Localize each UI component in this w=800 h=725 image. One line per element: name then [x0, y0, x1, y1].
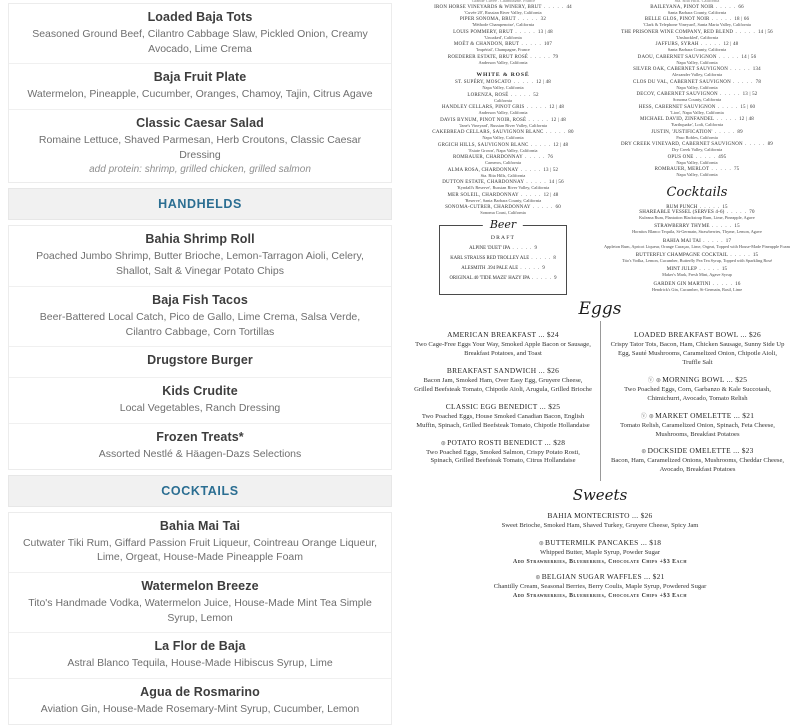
- wine-origin: Anderson Valley, California: [478, 110, 528, 115]
- dietary-badge-icon: ⊛: [535, 574, 541, 581]
- item-price: 12 | 48: [536, 80, 551, 85]
- item-name: GARDEN GIN MARTINI . . .: [653, 282, 735, 287]
- cocktail-item: [604, 253, 790, 263]
- item-price: 44: [566, 4, 572, 10]
- item-name: ROMBAUER, MERLOT . . .: [655, 167, 734, 172]
- menu-item: [9, 423, 391, 469]
- menu-item: [9, 572, 391, 632]
- wine-list-item: [604, 55, 790, 65]
- item-price: 66: [738, 4, 744, 10]
- wine-origin: Dry Creek Valley, California: [671, 147, 723, 152]
- item-name: GRGICH HILLS, SAUVIGNON BLANC . . .: [438, 143, 554, 148]
- item-name: MER SOLEIL, CHARDONNAY . . .: [448, 193, 544, 198]
- beer-script-title: Beer: [483, 218, 523, 231]
- menu-item-title: Bahia Mai Tai: [159, 518, 241, 533]
- item-price: 9: [534, 246, 537, 251]
- wine-origin: 'Earthquake', Lodi, California: [670, 122, 724, 127]
- menu-card-group: [8, 512, 392, 725]
- food-name-name-line: [609, 375, 786, 384]
- menu-item-description: Beer-Battered Local Catch, Pico de Gallo, Lime Crema, Salsa Verde, Cilantro Cabbage, Corn Tortillas: [39, 310, 361, 338]
- item-price: 12 | 48: [723, 42, 739, 47]
- item-price: 12 | 48: [551, 117, 566, 123]
- food-item: [609, 411, 786, 440]
- item-price: $25: [548, 401, 561, 411]
- item-price: 70: [749, 210, 755, 215]
- item-name: DAVIS BYNUM, PINOT NOIR, ROSÉ . . .: [440, 118, 551, 123]
- item-price: 12 | 48: [549, 105, 565, 110]
- menu-item-title: Frozen Treats*: [156, 429, 244, 444]
- item-price: 14 | 56: [757, 29, 773, 35]
- menu-item-title: Drugstore Burger: [147, 353, 253, 368]
- cocktails-section: [604, 205, 790, 292]
- item-name: BELLE GLOS, PINOT NOIR . . .: [645, 17, 735, 22]
- wine-list-item: [410, 130, 596, 140]
- beer-box: [439, 218, 567, 295]
- item-name: ORIGINAL 40 'TIDE MAZE' HAZY IPA . . .: [449, 276, 554, 281]
- item-name: THE PRISONER WINE COMPANY, RED BLEND . . .: [621, 30, 758, 35]
- item-price: 15: [734, 224, 740, 230]
- menu-item-description: Local Vegetables, Ranch Dressing: [119, 402, 281, 415]
- food-item-addon: Add Strawberries, Blueberries, Chocolate Chips +$3 Each: [513, 558, 687, 565]
- food-item: [609, 375, 786, 404]
- wine-origin: Napa Valley, California: [676, 84, 718, 90]
- wine-origin: 'Cuvée 20', Russian River Valley, California: [464, 9, 542, 15]
- wine-list-item: [410, 17, 596, 27]
- menu-item-description: Cutwater Tiki Rum, Giffard Passion Fruit Liqueur, Cointreau Orange Liqueur, Lime, Orgeat, House-Made Pineapple Foam: [22, 536, 378, 564]
- dietary-badge-icon: ⊛: [641, 449, 647, 456]
- food-item: [609, 446, 786, 475]
- item-price: $25: [735, 374, 748, 384]
- item-price: $26: [547, 365, 560, 375]
- item-price: $23: [741, 446, 754, 456]
- menu-item-description: Aviation Gin, House-Made Rosemary-Mint Syrup, Cucumber, Lemon: [40, 703, 360, 715]
- wine-list-item: [410, 168, 596, 178]
- item-name: MOËT & CHANDON, BRUT . . .: [454, 42, 544, 47]
- wine-list-item: [604, 5, 790, 15]
- menu-item: [9, 63, 391, 109]
- item-name: CLOS DU VAL, CABERNET SAUVIGNON . . .: [633, 80, 756, 85]
- food-item: [436, 511, 764, 531]
- item-price: 134: [752, 67, 761, 72]
- item-name: BAHIA MAI TAI . . .: [663, 239, 726, 244]
- menu-item-description: Astral Blanco Tequila, House-Made Hibiscus Syrup, Lime: [67, 657, 333, 670]
- wine-list-item: [410, 193, 596, 203]
- wine-list-item: [604, 130, 790, 140]
- wine-list: [406, 0, 794, 296]
- menu-item-description: Tito's Handmade Vodka, Watermelon Juice, House-Made Mint Tea Simple Syrup, Lemon: [28, 596, 372, 624]
- item-name: AMERICAN BREAKFAST ...: [447, 330, 547, 339]
- item-price: 8: [553, 256, 556, 261]
- wine-origin: Santa Barbara County, California: [667, 47, 727, 52]
- menu-section-header: HANDHELDS: [8, 188, 392, 220]
- item-price: 12 | 48: [543, 192, 559, 198]
- wine-name-name-line: [410, 143, 596, 148]
- item-price: 14 | 56: [741, 54, 757, 60]
- food-name-name-line: [414, 402, 592, 411]
- item-price: 9: [554, 276, 557, 281]
- wine-origin: Sonoma County, California: [672, 97, 722, 102]
- wine-list-item: [410, 180, 596, 190]
- menu-item-description: Assorted Nestlé & Häagen-Dazs Selections: [98, 447, 302, 460]
- item-price: 107: [543, 42, 553, 47]
- item-name: STRAWBERRY THYME . . .: [654, 224, 734, 229]
- wine-origin: Santa Barbara County, California: [667, 9, 727, 15]
- drinks-breakfast-menu-page: [400, 0, 800, 600]
- item-name: HESS, CABERNET SAUVIGNON . . .: [639, 105, 741, 110]
- item-name: LOUIS POMMERY, BRUT . . .: [453, 30, 538, 35]
- item-name: BREAKFAST SANDWICH ...: [447, 366, 547, 375]
- wine-origin: Napa Valley, California: [676, 59, 718, 65]
- item-price: 75: [733, 167, 740, 172]
- menu-item-title: Baja Fish Tacos: [152, 292, 248, 307]
- wine-origin: 'Unshackled', California: [675, 34, 719, 40]
- wine-origin: 'Kyndall's Reserve', Russian River Valley, California: [456, 185, 550, 190]
- item-name: SONOMA-CUTRER, CHARDONNAY . . .: [445, 205, 555, 210]
- food-item-description: Two Cage-Free Eggs Your Way, Smoked Apple Bacon or Sausage, Breakfast Potatoes, and Toast: [415, 341, 591, 358]
- wine-list-item: [604, 80, 790, 90]
- item-price: 9: [542, 266, 545, 271]
- menu-card-group: [8, 225, 392, 469]
- item-name: MORNING BOWL ...: [662, 375, 735, 384]
- item-name: ALPINE 'DUET' IPA . . .: [469, 246, 534, 251]
- wine-list-item: [604, 117, 790, 127]
- wine-list-item: [604, 30, 790, 40]
- food-item-description: Two Poached Eggs, House Smoked Canadian Bacon, English Muffin, Spinach, Grilled Beefsteak Tomato, Chipotle Hollandaise: [416, 412, 590, 429]
- item-name: OPUS ONE . . .: [668, 155, 719, 160]
- beer-item-name-line: [444, 276, 562, 281]
- item-name: ALMA ROSA, CHARDONNAY . . .: [448, 168, 544, 173]
- item-name: DRY CREEK VINEYARD, CABERNET SAUVIGNON . . .: [621, 142, 768, 147]
- item-price: 79: [552, 54, 559, 60]
- menu-item: [9, 4, 391, 63]
- eggs-column-left: [406, 321, 600, 481]
- menu-item: [9, 226, 391, 285]
- food-item: [436, 538, 764, 565]
- sparkling-wine-section: [410, 5, 596, 65]
- food-item-description: Two Poached Eggs, Corn, Garbanzo & Kale Succotash, Chimichurri, Avocado, Tomato Relish: [624, 385, 771, 402]
- item-name: IRON HORSE VINEYARDS & WINERY, BRUT . . .: [434, 5, 566, 10]
- food-item-description: Bacon Jam, Smoked Ham, Over Easy Egg, Gruyere Cheese, Grilled Beefsteak Tomato, Chipotle Aioli, Arugula, Grilled Brioche: [414, 376, 592, 393]
- food-name-name-line: [414, 330, 592, 339]
- cocktail-ingredients: Kuleana Rum, Plantation Blackstrap Rum, Lime, Pineapple, Agave: [639, 215, 755, 220]
- cocktail-ingredients: Maker's Mark, Fresh Mint, Agave Syrup: [662, 272, 732, 278]
- item-price: 60: [555, 205, 561, 210]
- wine-origin: 'Unoaked', California: [484, 34, 522, 40]
- wine-list-item: [604, 67, 790, 77]
- item-name: MINT JULEP . . .: [667, 267, 722, 272]
- menu-item: [9, 678, 391, 724]
- item-name: JAFFURS, SYRAH . . .: [656, 42, 724, 47]
- item-price: 13 | 48: [537, 29, 553, 35]
- cocktail-ingredients: Tito's Vodka, Lemon, Cucumber, Butterfly Pea Tea Syrup, Topped with Sparkling Rosé: [621, 258, 773, 264]
- item-name: DUTTON ESTATE, CHARDONNAY . . .: [442, 180, 549, 185]
- clipped-wine-line: [410, 0, 596, 2]
- item-name: SILVER OAK, CABERNET SAUVIGNON . . .: [633, 67, 753, 72]
- item-price: 13 | 52: [543, 167, 559, 173]
- food-name-name-line: [436, 572, 764, 581]
- cocktail-item: [604, 205, 790, 220]
- food-name-name-line: [609, 330, 786, 339]
- wine-list-item: [410, 93, 596, 103]
- item-name: ROMBAUER, CHARDONNAY . . .: [453, 155, 548, 160]
- food-item: [609, 330, 786, 368]
- item-price: $24: [546, 330, 559, 340]
- menu-item-description: Seasoned Ground Beef, Cilantro Cabbage Slaw, Pickled Onion, Creamy Avocado, Lime Crema: [32, 28, 368, 55]
- food-item-description: Chantilly Cream, Seasonal Berries, Berry Coulis, Maple Syrup, Powdered Sugar: [493, 582, 707, 590]
- item-name: CAKEBREAD CELLARS, SAUVIGNON BLANC . . .: [432, 130, 568, 135]
- sweets-script-title: Sweets: [572, 486, 628, 505]
- wine-origin: Napa Valley, California: [676, 159, 718, 165]
- menu-item: [9, 346, 391, 377]
- wine-list-item: [604, 105, 790, 115]
- item-name: BAHIA MONTECRISTO ...: [547, 511, 640, 520]
- item-price: 495: [718, 154, 727, 160]
- item-name: PIPER SONOMA, BRUT . . .: [460, 17, 541, 22]
- wine-origin: Anderson Valley, California: [478, 59, 528, 65]
- wine-origin: Paso Robles, California: [676, 134, 718, 140]
- item-price: 15 | 60: [740, 104, 756, 110]
- item-price: 12 | 48: [739, 117, 754, 122]
- item-name: BUTTERFLY CHAMPAGNE COCKTAIL . . .: [636, 253, 753, 258]
- wine-origin: Napa Valley, California: [676, 172, 718, 177]
- wine-list-item: [410, 80, 596, 90]
- wine-list-item: [604, 42, 790, 52]
- item-name: DECOY, CABERNET SAUVIGNON . . .: [636, 92, 742, 97]
- item-name: ST. SUPÉRY, MOSCATO . . .: [455, 80, 536, 85]
- food-item: [414, 330, 592, 359]
- menu-item: [9, 632, 391, 678]
- food-name-name-line: [609, 446, 786, 455]
- menu-item: [9, 513, 391, 572]
- cocktail-ingredients: Hendrick's Gin, Cucumber, St-Germain, Basil, Lime: [651, 286, 743, 292]
- item-name: CLASSIC EGG BENEDICT ...: [446, 402, 548, 411]
- wine-list-item: [604, 155, 790, 165]
- food-name-name-line: [436, 511, 764, 520]
- item-price: $28: [553, 437, 566, 447]
- dietary-badge-icon: ⊛: [440, 440, 447, 447]
- item-price: 17: [725, 238, 732, 244]
- item-price: 80: [568, 130, 574, 135]
- eggs-section: [406, 321, 794, 481]
- wine-list-item: [410, 143, 596, 153]
- wine-origin: 'Lion', Napa Valley, California: [670, 109, 724, 115]
- item-price: 89: [767, 142, 773, 147]
- food-item-description: Sweet Brioche, Smoked Ham, Shaved Turkey, Gruyere Cheese, Spicy Jam: [501, 522, 699, 530]
- item-name: BAILEYANA, PINOT NOIR . . .: [650, 5, 738, 10]
- menu-item-title: Loaded Baja Tots: [147, 10, 253, 24]
- menu-item-note: add protein: shrimp, grilled chicken, grilled salmon: [89, 164, 311, 176]
- item-price: 14 | 56: [548, 180, 564, 185]
- dietary-badge-icon: Ⓥ ⊛: [640, 413, 655, 420]
- wine-name-name-line: [604, 30, 790, 35]
- wine-origin: 'Impérial', Champagne, France: [476, 47, 530, 52]
- wine-list-item: [410, 118, 596, 128]
- item-price: $18: [649, 538, 662, 548]
- wine-list-item: [410, 155, 596, 165]
- item-name: SHAREABLE VESSEL (SERVES 4-6) . . .: [639, 210, 749, 215]
- menu-item-title: Agua de Rosmarino: [140, 685, 260, 699]
- cocktail-item: [604, 224, 790, 234]
- food-item-description: Crispy Tator Tots, Bacon, Ham, Chicken Sausage, Sunny Side Up Egg, Sauté Mushrooms, Caramelized Onion, Chipotle Aioli, Truffle Salt: [610, 341, 785, 366]
- wine-origin: Carneros, California: [485, 160, 521, 165]
- item-name: MARKET OMELETTE ...: [655, 411, 742, 420]
- item-name: ALESMITH .394 PALE ALE . . .: [461, 266, 542, 271]
- wine-origin: 'Méthode Champenoise', California: [471, 22, 535, 27]
- item-price: 52: [533, 92, 539, 98]
- item-name: KARL STRAUSS RED TROLLEY ALE . . .: [450, 256, 553, 261]
- cocktail-item: [604, 267, 790, 277]
- menu-item-title: La Flor de Baja: [154, 639, 246, 654]
- wine-column-left: [406, 0, 600, 296]
- menu-item-description: Watermelon, Pineapple, Cucumber, Oranges, Chamoy, Tajin, Citrus Agave: [27, 88, 373, 101]
- item-name: POTATO ROSTI BENEDICT ...: [447, 438, 553, 447]
- food-name-name-line: [609, 411, 786, 420]
- item-name: DAOU, CABERNET SAUVIGNON . . .: [638, 55, 742, 60]
- red-wine-section: [604, 5, 790, 178]
- wine-origin: 'Estate Grown', Napa Valley, California: [468, 147, 538, 153]
- beer-item-name-line: [444, 256, 562, 261]
- menu-item-description: Romaine Lettuce, Shaved Parmesan, Herb Croutons, Classic Caesar Dressing: [38, 134, 362, 161]
- beer-list: [444, 246, 562, 281]
- food-name-name-line: [414, 438, 592, 447]
- eggs-column-right: [600, 321, 794, 481]
- cocktail-item: [604, 282, 790, 292]
- wine-origin: 'Clark & Telephone Vineyard', Santa Maria Valley, California: [643, 22, 751, 27]
- item-name: HANDLEY CELLARS, PINOT GRIS . . .: [442, 105, 549, 110]
- wine-column-right: [600, 0, 794, 296]
- white-wine-section: [410, 80, 596, 215]
- wine-origin: Sta. Rita Hills, California: [480, 172, 526, 178]
- white-rose-header: WHITE & ROSÉ: [476, 71, 530, 78]
- menu-item-title: Kids Crudite: [162, 384, 238, 399]
- food-item: [414, 438, 592, 467]
- beer-item-name-line: [444, 266, 562, 271]
- cocktail-item: [604, 239, 790, 249]
- menu-item-description: Poached Jumbo Shrimp, Butter Brioche, Lemon-Tarragon Aioli, Celery, Shallot, Salt & Vinegar Potato Chips: [36, 250, 364, 278]
- wine-origin: Napa Valley, California: [482, 135, 524, 140]
- item-name: JUSTIN, 'JUSTIFICATION' . . .: [651, 130, 737, 135]
- item-name: BUTTERMILK PANCAKES ...: [545, 538, 649, 547]
- dietary-badge-icon: ⊛: [538, 541, 545, 548]
- menu-item: [9, 109, 391, 182]
- menu-item-title: Watermelon Breeze: [141, 578, 259, 593]
- cocktail-ingredients: Appleton Rum, Apricot Liqueur, Orange Curaçao, Lime, Orgeat, Topped with House-Made Pineapple Foam: [604, 243, 790, 249]
- item-price: 13 | 52: [742, 92, 758, 97]
- eggs-script-title: Eggs: [578, 299, 622, 320]
- wine-list-item: [604, 167, 790, 177]
- menu-card-group: [8, 3, 392, 183]
- food-item-addon: Add Strawberries, Blueberries, Chocolate Chips +$3 Each: [513, 592, 687, 599]
- item-price: $26: [640, 511, 653, 521]
- wine-list-item: [604, 142, 790, 152]
- food-item: [414, 402, 592, 431]
- wine-list-item: [410, 30, 596, 40]
- wine-list-item: [604, 17, 790, 27]
- item-price: 12 | 48: [553, 142, 569, 148]
- food-menu-panel: [0, 0, 400, 715]
- wine-list-item: [410, 55, 596, 65]
- wine-list-item: [410, 205, 596, 215]
- food-name-name-line: [414, 366, 592, 375]
- item-price: $26: [749, 330, 762, 340]
- wine-origin: 'Reserve', Santa Barbara County, California: [464, 197, 542, 203]
- cocktails-script-title: Cocktails: [666, 185, 728, 200]
- item-price: 32: [540, 17, 547, 22]
- sweets-section: [406, 511, 794, 599]
- wine-origin: Sonoma Coast, California: [480, 210, 526, 215]
- menu-item: [9, 377, 391, 423]
- wine-list-item: [410, 5, 596, 15]
- wine-list-item: [410, 105, 596, 115]
- item-name: ROEDERER ESTATE, BRUT ROSÉ . . .: [448, 55, 553, 60]
- menu-item-title: Bahia Shrimp Roll: [145, 232, 255, 247]
- wine-origin: Napa Valley, California: [482, 85, 524, 90]
- item-price: 15: [721, 267, 728, 273]
- menu-item-title: Classic Caesar Salad: [136, 116, 264, 131]
- menu-section-header: COCKTAILS: [8, 475, 392, 507]
- wine-list-item: [604, 92, 790, 102]
- clipped-wine-line: [604, 0, 790, 2]
- menu-item: [9, 286, 391, 346]
- food-item-description: Bacon, Ham, Caramelized Onions, Mushrooms, Cheddar Cheese, Avocado, Breakfast Potatoes: [610, 457, 785, 474]
- item-name: RUM PUNCH . . .: [666, 205, 722, 210]
- item-price: 15: [722, 205, 728, 210]
- wine-list-item: [410, 42, 596, 52]
- item-price: 15: [752, 253, 759, 259]
- item-price: $21: [652, 571, 665, 581]
- item-name: DOCKSIDE OMELETTE ...: [648, 446, 742, 455]
- item-price: 18 | 66: [734, 17, 750, 22]
- wine-origin: 'Jane's Vineyard', Russian River Valley, California: [459, 122, 547, 128]
- wine-origin: California: [494, 97, 512, 103]
- beer-item-name-line: [444, 246, 562, 251]
- item-price: 16: [735, 281, 741, 287]
- item-price: $21: [742, 410, 755, 420]
- draft-label: DRAFT: [490, 235, 516, 241]
- menu-item-title: Baja Fruit Plate: [153, 70, 247, 85]
- item-name: LOADED BREAKFAST BOWL ...: [634, 330, 749, 339]
- food-name-name-line: [436, 538, 764, 547]
- item-name: MICHAEL DAVID, ZINFANDEL . . .: [640, 117, 739, 122]
- wine-origin: Alexander Valley, California: [671, 72, 723, 77]
- food-item-description: Two Poached Eggs, Smoked Salmon, Crispy Potato Rosti, Spinach, Grilled Beefsteak Tomato, Citrus Hollandaise: [426, 448, 580, 465]
- item-name: BELGIAN SUGAR WAFFLES ...: [542, 572, 653, 581]
- food-item: [414, 366, 592, 395]
- food-item-description: Tomato Relish, Caramelized Onion, Spinach, Feta Cheese, Mushrooms, Breakfast Potatoes: [620, 421, 775, 438]
- cocktail-ingredients: Hornitos Blanco Tequila, St-Germain, Strawberries, Thyme, Lemon, Agave: [632, 229, 762, 235]
- item-price: 76: [547, 155, 554, 160]
- item-name: LORENZA, ROSÉ . . .: [467, 93, 533, 98]
- food-item: [436, 572, 764, 599]
- item-price: 89: [737, 129, 743, 135]
- dietary-badge-icon: Ⓥ ⊛: [647, 377, 662, 384]
- wine-name-name-line: [410, 5, 596, 10]
- food-item-description: Whipped Butter, Maple Syrup, Powder Sugar: [539, 549, 661, 557]
- item-price: 78: [755, 79, 762, 85]
